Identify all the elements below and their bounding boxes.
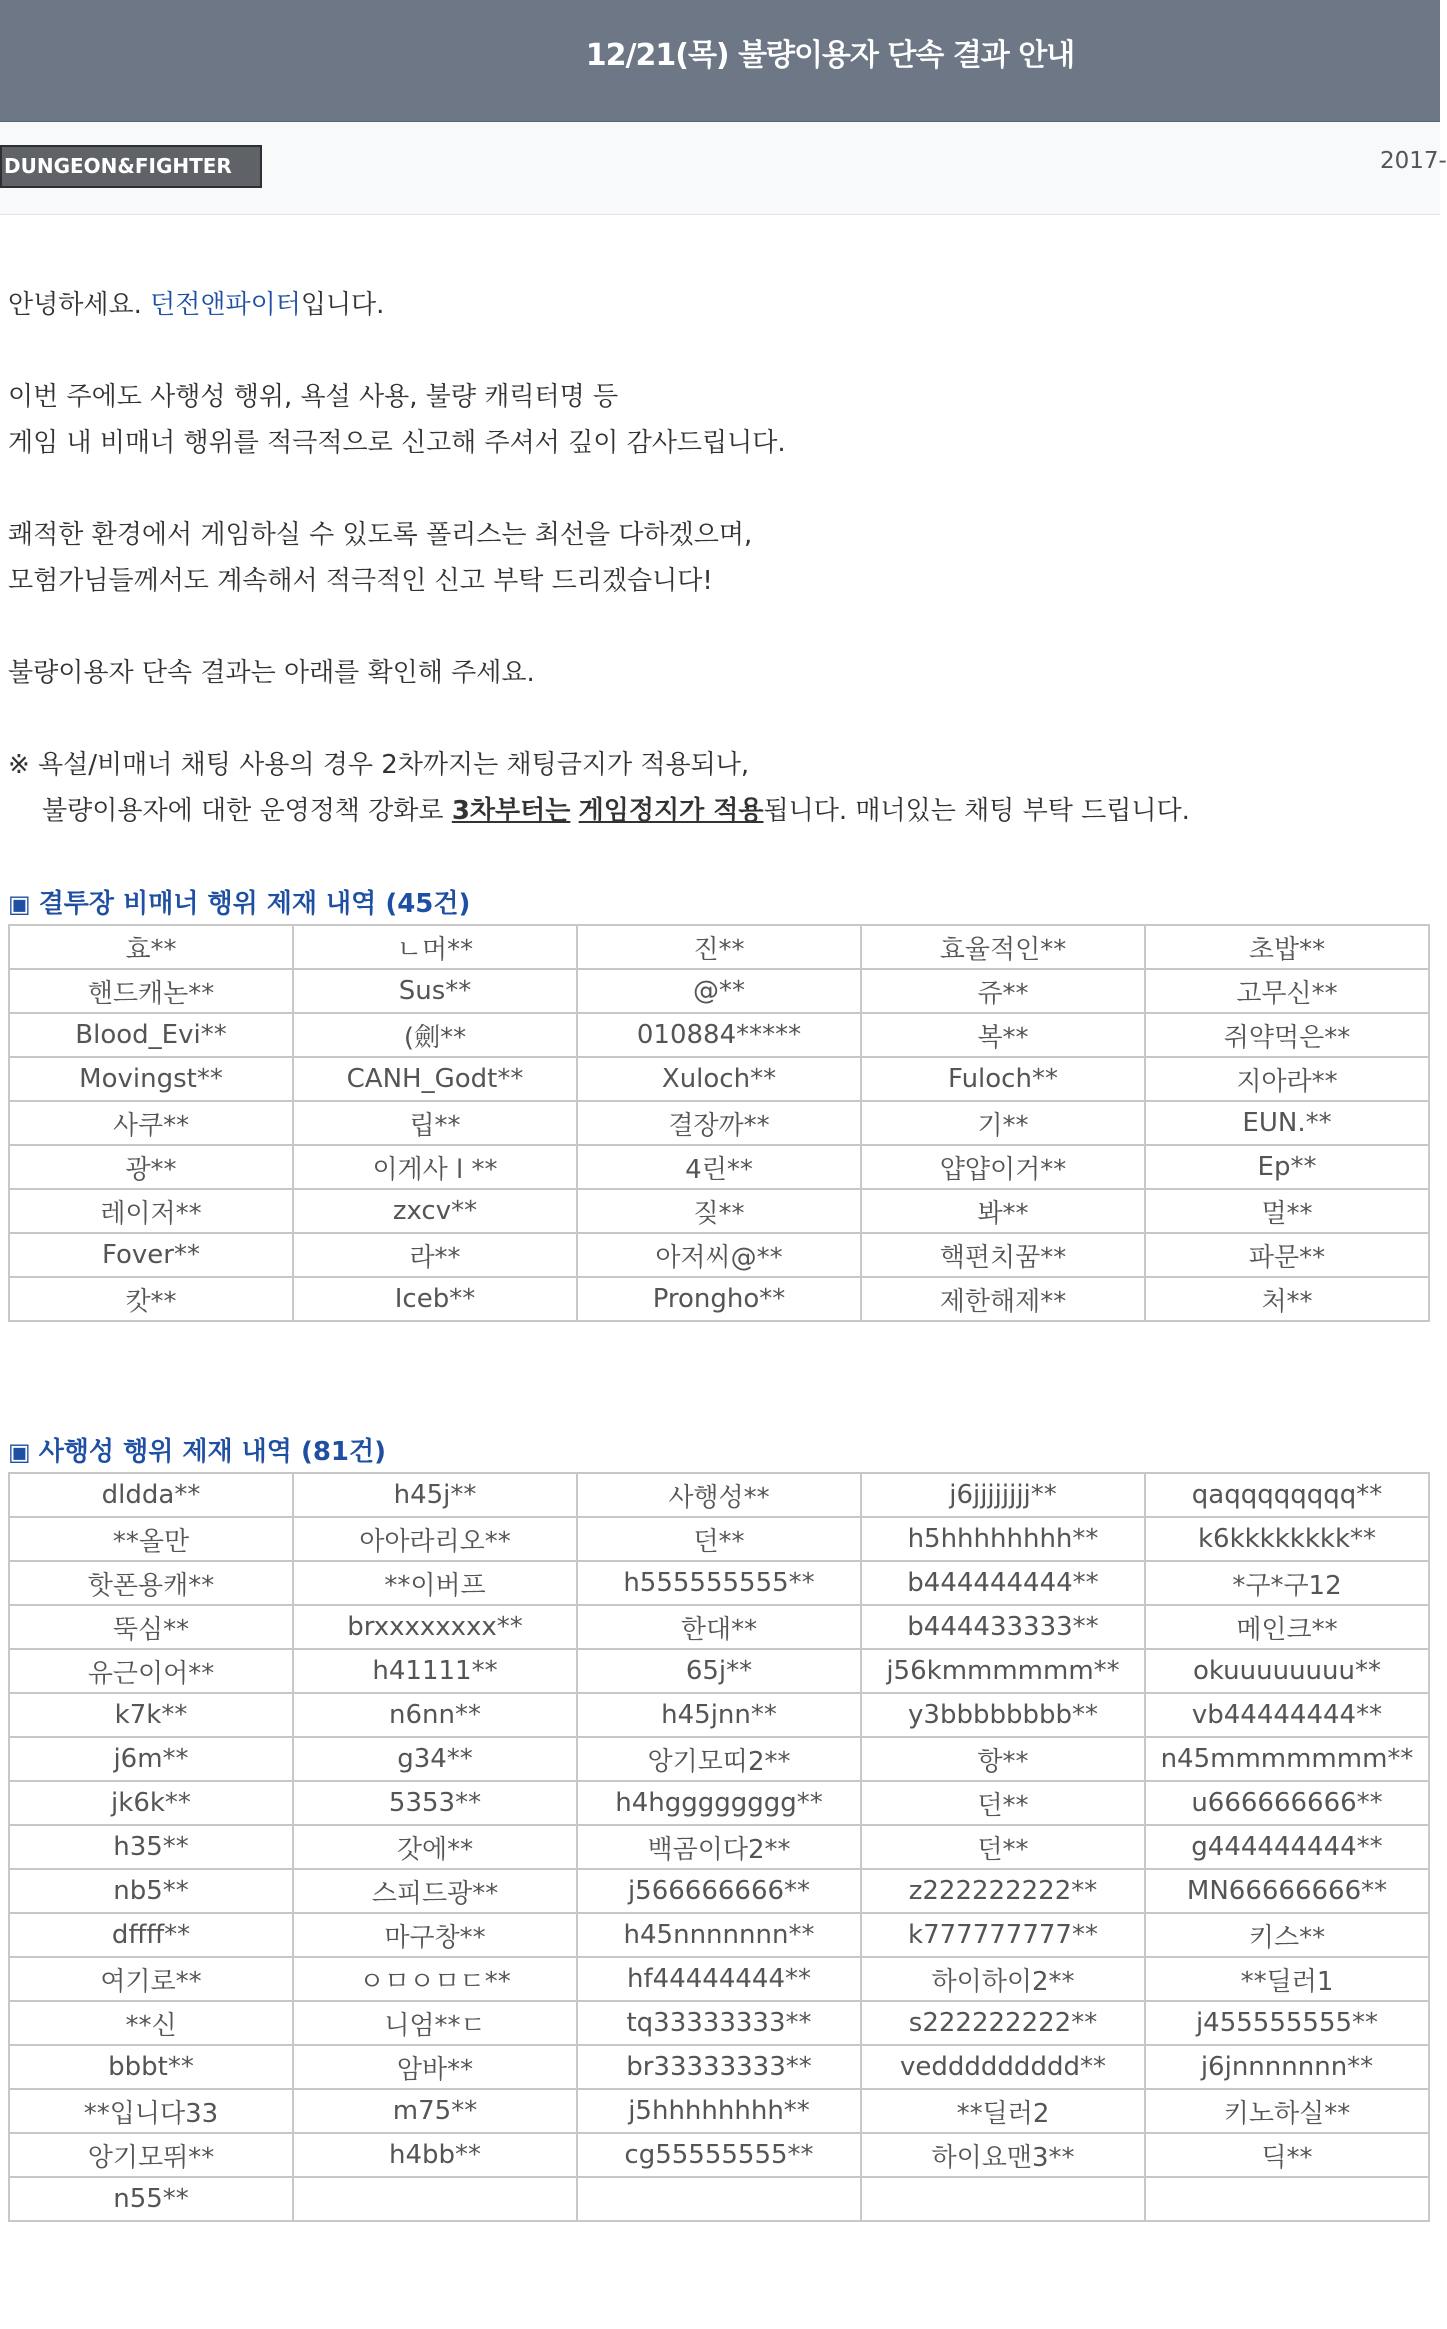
table-cell: j566666666** — [577, 1869, 861, 1913]
table-cell: n45mmmmmmm** — [1145, 1737, 1429, 1781]
table-cell: 이게사 l ** — [293, 1145, 577, 1189]
post-body — [8, 282, 1428, 834]
table-cell: 쥐약먹은** — [1145, 1013, 1429, 1057]
square-icon: ▣ — [8, 890, 31, 918]
table-cell: j5hhhhhhhh** — [577, 2089, 861, 2133]
table-cell: h45nnnnnnn** — [577, 1913, 861, 1957]
policy-note-prefix: 불량이용자에 대한 운영정책 강화로 — [42, 796, 452, 826]
thanks-paragraph — [8, 374, 1428, 466]
section-title-gambling — [8, 1431, 386, 1468]
table-cell: 효** — [9, 925, 293, 969]
table-cell: 암바** — [293, 2045, 577, 2089]
table-cell: 아저씨@** — [577, 1233, 861, 1277]
table-cell — [1145, 2177, 1429, 2221]
table-cell: hf44444444** — [577, 1957, 861, 2001]
table-row — [9, 969, 1429, 1013]
table-cell: ㅇㅁㅇㅁㄷ** — [293, 1957, 577, 2001]
table-row — [9, 1517, 1429, 1561]
table-cell: 제한해제** — [861, 1277, 1145, 1321]
table-cell: h45j** — [293, 1473, 577, 1517]
table-row — [9, 1869, 1429, 1913]
table-row — [9, 2177, 1429, 2221]
table-cell: 5353** — [293, 1781, 577, 1825]
table-cell: 고무신** — [1145, 969, 1429, 1013]
table-cell: 지아라** — [1145, 1057, 1429, 1101]
table-row — [9, 1101, 1429, 1145]
table-cell: **올만 — [9, 1517, 293, 1561]
thanks-line-1: 이번 주에도 사행성 행위, 욕설 사용, 불량 캐릭터명 등 — [8, 382, 619, 412]
table-cell — [861, 2177, 1145, 2221]
table-cell: 효율적인** — [861, 925, 1145, 969]
table-cell: 던** — [861, 1825, 1145, 1869]
table-row — [9, 2001, 1429, 2045]
table-cell: 010884***** — [577, 1013, 861, 1057]
table-cell: nb5** — [9, 1869, 293, 1913]
table-cell: okuuuuuuuu** — [1145, 1649, 1429, 1693]
table-cell: @** — [577, 969, 861, 1013]
table-cell: **신 — [9, 2001, 293, 2045]
table-cell: ㄴ머** — [293, 925, 577, 969]
table-cell: k6kkkkkkkk** — [1145, 1517, 1429, 1561]
table-cell: 메인크** — [1145, 1605, 1429, 1649]
table-cell: qaqqqqqqqq** — [1145, 1473, 1429, 1517]
table-cell: k7k** — [9, 1693, 293, 1737]
section-title-arena — [8, 883, 470, 920]
table-cell: h4hgggggggg** — [577, 1781, 861, 1825]
table-cell — [577, 2177, 861, 2221]
table-cell: h45jnn** — [577, 1693, 861, 1737]
table-cell: Fuloch** — [861, 1057, 1145, 1101]
table-cell: Fover** — [9, 1233, 293, 1277]
table-cell: 결장까** — [577, 1101, 861, 1145]
table-cell: g444444444** — [1145, 1825, 1429, 1869]
table-cell: Iceb** — [293, 1277, 577, 1321]
table-row — [9, 1781, 1429, 1825]
table-cell: 기** — [861, 1101, 1145, 1145]
table-cell: 아아라리오** — [293, 1517, 577, 1561]
table-cell: 4린** — [577, 1145, 861, 1189]
greeting-suffix: 입니다. — [300, 290, 385, 320]
table-cell: CANH_Godt** — [293, 1057, 577, 1101]
table-cell: 쥬** — [861, 969, 1145, 1013]
table-row — [9, 1189, 1429, 1233]
table-cell: 하이하이2** — [861, 1957, 1145, 2001]
gambling-title-text: 사행성 행위 제재 내역 (81건) — [38, 1437, 387, 1467]
table-row — [9, 1561, 1429, 1605]
table-cell: *구*구12 — [1145, 1561, 1429, 1605]
table-cell: EUN.** — [1145, 1101, 1429, 1145]
table-cell: 갓에** — [293, 1825, 577, 1869]
commitment-paragraph — [8, 512, 1428, 604]
dnf-logo: DUNGEON&FIGHTER — [0, 145, 262, 188]
table-cell: 봐** — [861, 1189, 1145, 1233]
table-cell: **이버프 — [293, 1561, 577, 1605]
table-cell — [293, 2177, 577, 2221]
table-row — [9, 2045, 1429, 2089]
table-cell: brxxxxxxxx** — [293, 1605, 577, 1649]
greeting-paragraph — [8, 282, 1428, 328]
table-cell: bbbt** — [9, 2045, 293, 2089]
table-cell: Sus** — [293, 969, 577, 1013]
table-cell: g34** — [293, 1737, 577, 1781]
table-row — [9, 1013, 1429, 1057]
table-cell: n6nn** — [293, 1693, 577, 1737]
table-row — [9, 1473, 1429, 1517]
table-row — [9, 925, 1429, 969]
policy-note — [8, 742, 1428, 834]
table-cell: j6jnnnnnnn** — [1145, 2045, 1429, 2089]
table-cell: 사쿠** — [9, 1101, 293, 1145]
table-cell: 초밥** — [1145, 925, 1429, 969]
table-cell: 뚝심** — [9, 1605, 293, 1649]
table-cell: jk6k** — [9, 1781, 293, 1825]
table-cell: dldda** — [9, 1473, 293, 1517]
policy-highlight-2: 게임정지가 적용 — [578, 796, 764, 826]
table-cell: 마구창** — [293, 1913, 577, 1957]
table-cell: Blood_Evi** — [9, 1013, 293, 1057]
table-row — [9, 2133, 1429, 2177]
table-cell: Xuloch** — [577, 1057, 861, 1101]
table-cell: 앙기모뛰** — [9, 2133, 293, 2177]
table-cell: **입니다33 — [9, 2089, 293, 2133]
table-cell: Ep** — [1145, 1145, 1429, 1189]
table-cell: Prongho** — [577, 1277, 861, 1321]
table-row — [9, 1057, 1429, 1101]
table-cell: MN66666666** — [1145, 1869, 1429, 1913]
page-title: 12/21(목) 불량이용자 단속 결과 안내 — [585, 38, 1075, 73]
table-cell: 65j** — [577, 1649, 861, 1693]
greeting-prefix: 안녕하세요. — [8, 290, 151, 320]
table-cell: j6jjjjjjjj** — [861, 1473, 1145, 1517]
table-cell: 핵편치꿈** — [861, 1233, 1145, 1277]
table-cell: s222222222** — [861, 2001, 1145, 2045]
table-cell: 던** — [861, 1781, 1145, 1825]
table-cell: 한대** — [577, 1605, 861, 1649]
table-row — [9, 1605, 1429, 1649]
table-cell: 유근이어** — [9, 1649, 293, 1693]
policy-note-suffix: 됩니다. 매너있는 채팅 부탁 드립니다. — [763, 796, 1190, 826]
table-cell: k777777777** — [861, 1913, 1145, 1957]
table-row — [9, 1825, 1429, 1869]
table-cell: 처** — [1145, 1277, 1429, 1321]
table-cell: j455555555** — [1145, 2001, 1429, 2045]
table-cell: 딕** — [1145, 2133, 1429, 2177]
table-cell: 항** — [861, 1737, 1145, 1781]
table-cell: z222222222** — [861, 1869, 1145, 1913]
table-cell: 복** — [861, 1013, 1145, 1057]
table-cell: (劍** — [293, 1013, 577, 1057]
thanks-line-2: 게임 내 비매너 행위를 적극적으로 신고해 주셔서 깊이 감사드립니다. — [8, 428, 786, 458]
table-cell: 키스** — [1145, 1913, 1429, 1957]
policy-highlight-1: 3차부터는 — [451, 796, 571, 826]
table-cell: n55** — [9, 2177, 293, 2221]
policy-note-line-1: ※ 욕설/비매너 채팅 사용의 경우 2차까지는 채팅금지가 적용되나, — [8, 750, 750, 780]
table-cell: 사행성** — [577, 1473, 861, 1517]
table-cell: h35** — [9, 1825, 293, 1869]
table-cell: tq33333333** — [577, 2001, 861, 2045]
arena-title-text: 결투장 비매너 행위 제재 내역 (45건) — [38, 889, 471, 919]
commitment-line-1: 쾌적한 환경에서 게임하실 수 있도록 폴리스는 최선을 다하겠으며, — [8, 520, 753, 550]
table-cell: h5hhhhhhhh** — [861, 1517, 1145, 1561]
table-cell: b444433333** — [861, 1605, 1145, 1649]
table-cell: vb44444444** — [1145, 1693, 1429, 1737]
table-cell: h41111** — [293, 1649, 577, 1693]
table-cell: 여기로** — [9, 1957, 293, 2001]
table-cell: 멀** — [1145, 1189, 1429, 1233]
table-row — [9, 1957, 1429, 2001]
table-row — [9, 1277, 1429, 1321]
table-cell: 짖** — [577, 1189, 861, 1233]
table-cell: 립** — [293, 1101, 577, 1145]
table-row — [9, 1145, 1429, 1189]
table-cell: 앙기모띠2** — [577, 1737, 861, 1781]
results-intro-paragraph — [8, 650, 1428, 696]
results-intro-line: 불량이용자 단속 결과는 아래를 확인해 주세요. — [8, 658, 535, 688]
table-cell: b444444444** — [861, 1561, 1145, 1605]
table-cell: cg55555555** — [577, 2133, 861, 2177]
commitment-line-2: 모험가님들께서도 계속해서 적극적인 신고 부탁 드리겠습니다! — [8, 566, 713, 596]
table-row — [9, 1737, 1429, 1781]
table-row — [9, 1233, 1429, 1277]
table-cell: 얍얍이거** — [861, 1145, 1145, 1189]
table-cell: 라** — [293, 1233, 577, 1277]
policy-note-space — [570, 796, 578, 826]
table-cell: h555555555** — [577, 1561, 861, 1605]
table-cell: 광** — [9, 1145, 293, 1189]
table-cell: 핸드캐논** — [9, 969, 293, 1013]
table-cell: 캇** — [9, 1277, 293, 1321]
table-row — [9, 1693, 1429, 1737]
table-cell: **딜러2 — [861, 2089, 1145, 2133]
page-header — [0, 0, 1440, 122]
table-cell: 백곰이다2** — [577, 1825, 861, 1869]
table-cell: 던** — [577, 1517, 861, 1561]
gambling-sanction-table — [8, 1472, 1430, 2222]
table-cell: y3bbbbbbbb** — [861, 1693, 1145, 1737]
table-cell: 스피드광** — [293, 1869, 577, 1913]
table-cell: m75** — [293, 2089, 577, 2133]
table-cell: j56kmmmmmm** — [861, 1649, 1145, 1693]
table-cell: 니엄**ㄷ — [293, 2001, 577, 2045]
table-cell: 진** — [577, 925, 861, 969]
table-cell: zxcv** — [293, 1189, 577, 1233]
table-cell: 핫폰용캐** — [9, 1561, 293, 1605]
arena-sanction-table — [8, 924, 1430, 1322]
table-cell: **딜러1 — [1145, 1957, 1429, 2001]
table-cell: Movingst** — [9, 1057, 293, 1101]
square-icon: ▣ — [8, 1438, 31, 1466]
table-row — [9, 1913, 1429, 1957]
table-cell: veddddddddd** — [861, 2045, 1145, 2089]
table-cell: u666666666** — [1145, 1781, 1429, 1825]
policy-note-line-2 — [8, 788, 1428, 834]
table-row — [9, 2089, 1429, 2133]
table-cell: h4bb** — [293, 2133, 577, 2177]
table-cell: 하이요맨3** — [861, 2133, 1145, 2177]
table-cell: dffff** — [9, 1913, 293, 1957]
brand-name: 던전앤파이터 — [150, 290, 301, 320]
table-cell: 키노하실** — [1145, 2089, 1429, 2133]
table-cell: j6m** — [9, 1737, 293, 1781]
table-cell: 파문** — [1145, 1233, 1429, 1277]
table-cell: 레이저** — [9, 1189, 293, 1233]
table-cell: br33333333** — [577, 2045, 861, 2089]
table-row — [9, 1649, 1429, 1693]
post-date: 2017- — [1380, 148, 1447, 174]
